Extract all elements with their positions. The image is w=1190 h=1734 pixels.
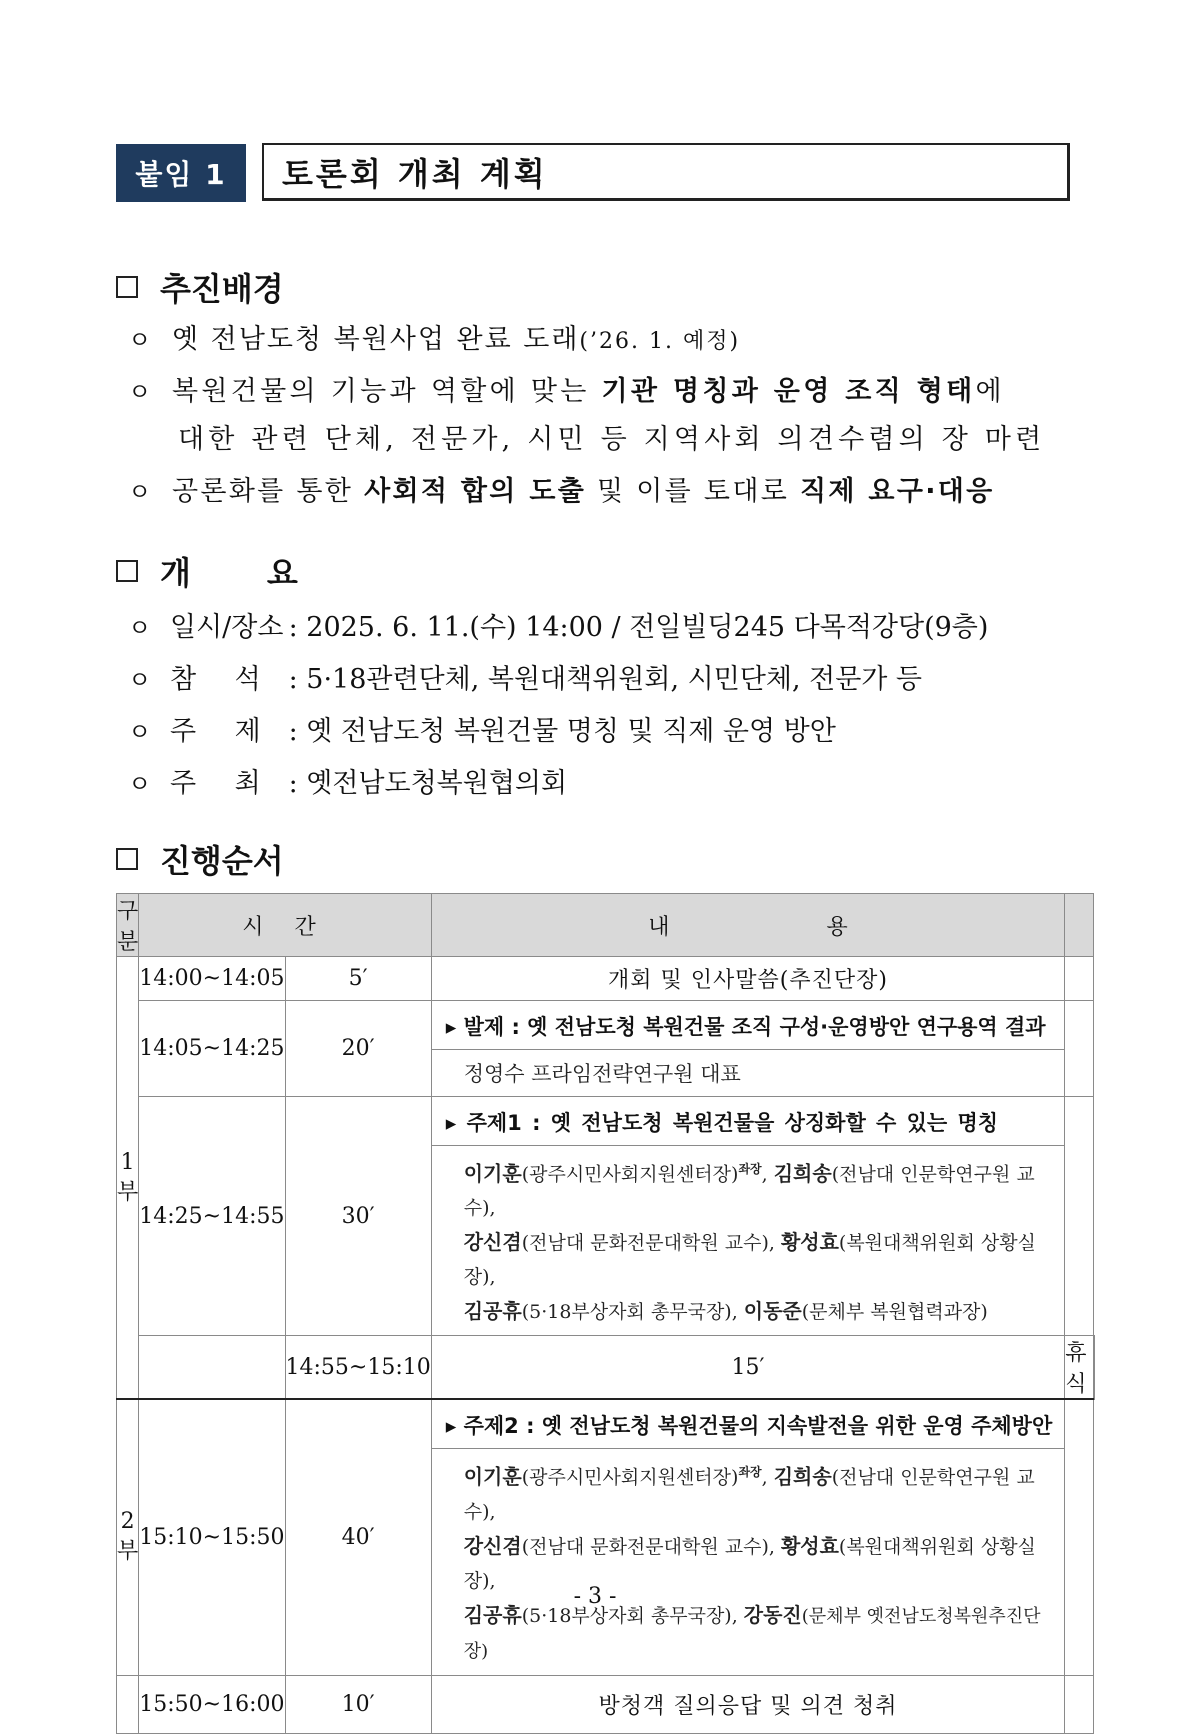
section-overview bbox=[116, 548, 298, 594]
page-number: - 3 - bbox=[573, 1584, 617, 1609]
row-content: 개회 및 인사말씀(추진단장) bbox=[431, 957, 1065, 1001]
checkbox-square-icon bbox=[116, 276, 138, 298]
row-content: 방청객 질의응답 및 의견 청취 bbox=[431, 1675, 1065, 1733]
row-presenter: 정영수 프라임전략연구원 대표 bbox=[431, 1050, 1065, 1097]
section-background bbox=[116, 264, 284, 310]
table-row bbox=[117, 1097, 1095, 1146]
overview-item: ㅇ 주 제 : 옛 전남도청 복원건물 명칭 및 직제 운영 방안 bbox=[128, 708, 1078, 756]
part-1: 1부 bbox=[117, 957, 139, 1400]
row-duration: 15′ bbox=[431, 1336, 1065, 1400]
checkbox-square-icon bbox=[116, 848, 138, 870]
bullet-marker-icon: ㅇ bbox=[128, 666, 152, 694]
row-duration: 10′ bbox=[285, 1675, 431, 1733]
section-title: 추진배경 bbox=[160, 270, 284, 308]
row-time: 15:50~16:00 bbox=[139, 1675, 285, 1733]
table-row bbox=[117, 1001, 1095, 1050]
part-2: 2부 bbox=[117, 1399, 139, 1675]
section-title: 진행순서 bbox=[160, 842, 284, 880]
section-title-b: 요 bbox=[266, 554, 298, 592]
overview-item: ㅇ 주 최 : 옛전남도청복원협의회 bbox=[128, 760, 1078, 808]
row-time: 14:00~14:05 bbox=[139, 957, 285, 1001]
bullet-marker-icon: ㅇ bbox=[128, 478, 152, 506]
header-time: 시 간 bbox=[139, 894, 431, 957]
header-content: 내 용 bbox=[431, 894, 1065, 957]
bullet-marker-icon: ㅇ bbox=[128, 770, 152, 798]
bullet-marker-icon: ㅇ bbox=[128, 378, 152, 406]
row-time: 14:05~14:25 bbox=[139, 1001, 285, 1097]
row-content: 휴 식 bbox=[1065, 1336, 1093, 1400]
row-duration: 20′ bbox=[285, 1001, 431, 1097]
row-topic: ▸ 발제 : 옛 전남도청 복원건물 조직 구성·운영방안 연구용역 결과 bbox=[431, 1001, 1065, 1050]
table-row bbox=[117, 1675, 1095, 1733]
row-speakers: 이기훈(광주시민사회지원센터장)$^{좌장}$, 김희송(전남대 인문학연구원 교수), 강신겸(전남대 문화전문대학원 교수), 황성효(복원대책위원회 상황실장), 김공휴(5·18부상자회 총무국장), 이동준(문체부 복원협력과장) bbox=[431, 1146, 1065, 1336]
header-part: 구분 bbox=[117, 894, 139, 957]
bullet-item: ㅇ 공론화를 통한 사회적 합의 도출 및 이를 토대로 직제 요구·대응 bbox=[128, 468, 1078, 516]
overview-item: ㅇ 참 석 : 5·18관련단체, 복원대책위원회, 시민단체, 전문가 등 bbox=[128, 656, 1078, 704]
overview-item: ㅇ 일시/장소 : 2025. 6. 11.(수) 14:00 / 전일빌딩245 다목적강당(9층) bbox=[128, 604, 1078, 652]
row-topic: ▸ 주제2 : 옛 전남도청 복원건물의 지속발전을 위한 운영 주체방안 bbox=[431, 1399, 1065, 1449]
row-time: 14:55~15:10 bbox=[285, 1336, 431, 1400]
row-duration: 40′ bbox=[285, 1399, 431, 1675]
table-row bbox=[117, 1399, 1095, 1449]
row-time: 15:10~15:50 bbox=[139, 1399, 285, 1675]
bullet-item: ㅇ 복원건물의 기능과 역할에 맞는 기관 명칭과 운영 조직 형태에 대한 관련 단체, 전문가, 시민 등 지역사회 의견수렴의 장 마련 bbox=[128, 368, 1078, 464]
attachment-label: 붙임 1 bbox=[116, 144, 246, 202]
document-title: 토론회 개최 계획 bbox=[262, 143, 1070, 201]
bullet-marker-icon: ㅇ bbox=[128, 614, 152, 642]
checkbox-square-icon bbox=[116, 560, 138, 582]
row-duration: 30′ bbox=[285, 1097, 431, 1336]
row-time: 14:25~14:55 bbox=[139, 1097, 285, 1336]
table-header-row bbox=[117, 894, 1095, 957]
section-title-a: 개 bbox=[160, 554, 191, 592]
row-duration: 5′ bbox=[285, 957, 431, 1001]
row-speakers: 이기훈(광주시민사회지원센터장)$^{좌장}$, 김희송(전남대 인문학연구원 교수), 강신겸(전남대 문화전문대학원 교수), 황성효(복원대책위원회 상황실장), 김공휴(5·18부상자회 총무국장), 강동진(문체부 옛전남도청복원추진단장) bbox=[431, 1449, 1065, 1675]
bullet-marker-icon: ㅇ bbox=[128, 718, 152, 746]
row-topic: ▸ 주제1 : 옛 전남도청 복원건물을 상징화할 수 있는 명칭 bbox=[431, 1097, 1065, 1146]
table-row bbox=[117, 957, 1095, 1001]
header-blank bbox=[1065, 894, 1093, 957]
section-schedule bbox=[116, 836, 284, 882]
bullet-marker-icon: ㅇ bbox=[128, 326, 152, 354]
bullet-item: ㅇ 옛 전남도청 복원사업 완료 도래(’26. 1. 예정) bbox=[128, 316, 1078, 364]
table-row bbox=[117, 1336, 1095, 1400]
